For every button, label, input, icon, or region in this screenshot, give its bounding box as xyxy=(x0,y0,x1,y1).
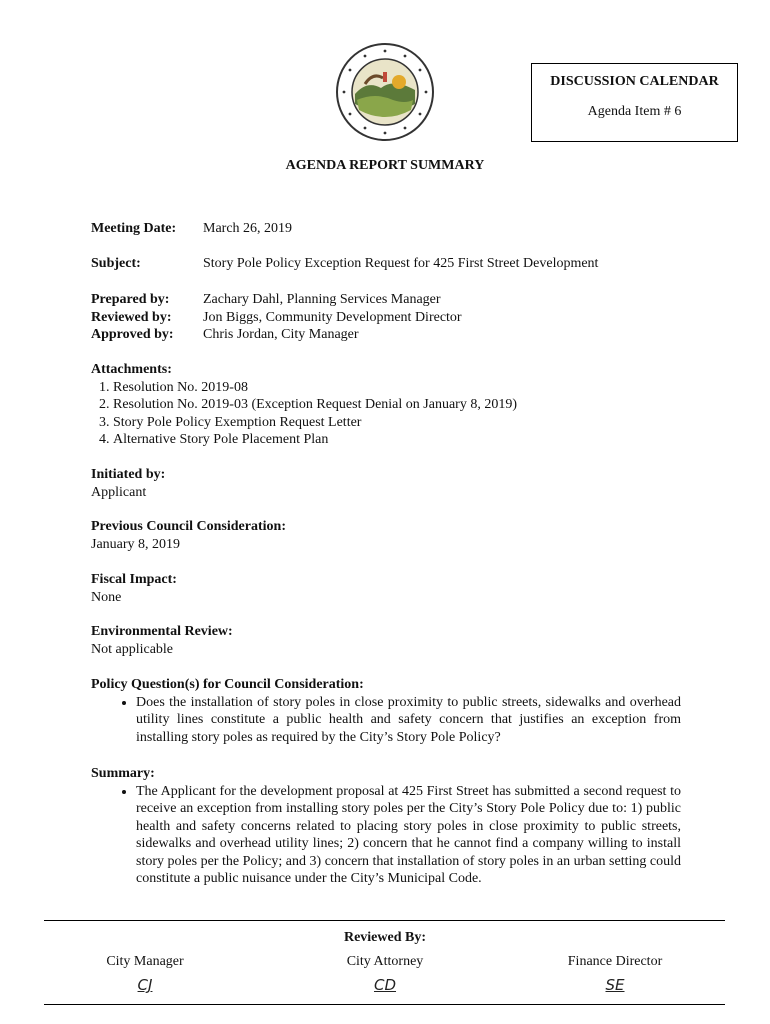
previous-consideration-section xyxy=(91,518,681,553)
city-manager-signoff xyxy=(45,954,245,994)
subject-label: Subject: xyxy=(91,256,141,271)
meeting-date-value: March 26, 2019 xyxy=(203,221,293,236)
subject-value: Story Pole Policy Exception Request for 425 First Street Development xyxy=(203,256,599,271)
summary-item: • The Applicant for the development proposal at 425 First Street has submitted a second request to receive an exception from installing story poles per the City’s Story Pole Policy due to: 1) public health and safety concerns related to placing story poles in close proximity to public streets, sidewalks and overhead utility lines; 2) concern that he cannot find a company willing to install story poles per the Policy; and 3) concern that installation of story poles in an urban setting could constitute a public nuisance under the City’s Municipal Code. xyxy=(136,783,681,888)
policy-questions-label: Policy Question(s) for Council Consideration: xyxy=(91,677,364,692)
summary-section xyxy=(91,765,681,888)
city-attorney-initials: CD xyxy=(373,976,397,994)
attachments-list xyxy=(91,379,681,449)
attachment-item: 3. Story Pole Policy Exemption Request Letter xyxy=(113,414,681,432)
attachments-label: Attachments: xyxy=(91,362,172,377)
attachment-item: 4. Alternative Story Pole Placement Plan xyxy=(113,431,681,449)
summary-list xyxy=(91,783,681,888)
reviewed-by-label: Reviewed by: xyxy=(91,309,172,325)
divider-top xyxy=(44,920,725,921)
previous-consideration-label: Previous Council Consideration: xyxy=(91,519,286,534)
city-attorney-signoff xyxy=(285,954,485,994)
report-title: AGENDA REPORT SUMMARY xyxy=(285,158,485,173)
agenda-item-number: Agenda Item # 6 xyxy=(587,104,682,119)
calendar-label: DISCUSSION CALENDAR xyxy=(550,74,719,89)
staff-values xyxy=(203,291,462,344)
prepared-by-value: Zachary Dahl, Planning Services Manager xyxy=(203,292,441,307)
fiscal-impact-value: None xyxy=(91,589,122,605)
environmental-review-value: Not applicable xyxy=(91,641,174,657)
environmental-review-label: Environmental Review: xyxy=(91,624,233,639)
initiated-label: Initiated by: xyxy=(91,467,166,482)
initiated-section xyxy=(91,466,681,501)
approved-by-value: Chris Jordan, City Manager xyxy=(203,327,359,342)
city-seal-icon xyxy=(335,42,435,142)
approved-by-label: Approved by: xyxy=(91,327,174,342)
city-attorney-label: City Attorney xyxy=(346,954,424,969)
attachment-item: 1. Resolution No. 2019-08 xyxy=(113,379,681,397)
previous-consideration-value: January 8, 2019 xyxy=(91,536,181,552)
reviewed-by-value: Jon Biggs, Community Development Director xyxy=(203,309,462,325)
city-manager-label: City Manager xyxy=(106,954,184,969)
policy-questions-list xyxy=(91,694,681,747)
city-manager-initials: CJ xyxy=(137,976,153,994)
finance-director-signoff xyxy=(515,954,715,994)
finance-director-label: Finance Director xyxy=(567,954,663,969)
prepared-by-label: Prepared by: xyxy=(91,292,170,307)
initiated-value: Applicant xyxy=(91,484,147,500)
finance-director-initials: SE xyxy=(605,976,625,994)
summary-label: Summary: xyxy=(91,766,155,781)
policy-question-item: • Does the installation of story poles in close proximity to public streets, sidewalks and overhead utility lines constitute a public health and safety concern that justifies an exception from installing story poles as required by the City’s Story Pole Policy? xyxy=(136,694,681,747)
attachments-section xyxy=(91,361,681,449)
policy-questions-section xyxy=(91,676,681,746)
attachment-item: 2. Resolution No. 2019-03 (Exception Request Denial on January 8, 2019) xyxy=(113,396,681,414)
staff-labels xyxy=(91,291,174,344)
environmental-review-section xyxy=(91,623,681,658)
meeting-date-label: Meeting Date: xyxy=(91,221,177,236)
discussion-calendar-box xyxy=(531,63,738,142)
fiscal-impact-section xyxy=(91,571,681,606)
fiscal-impact-label: Fiscal Impact: xyxy=(91,572,177,587)
reviewed-by-heading: Reviewed By: xyxy=(343,930,427,945)
divider-bottom xyxy=(44,1004,725,1005)
